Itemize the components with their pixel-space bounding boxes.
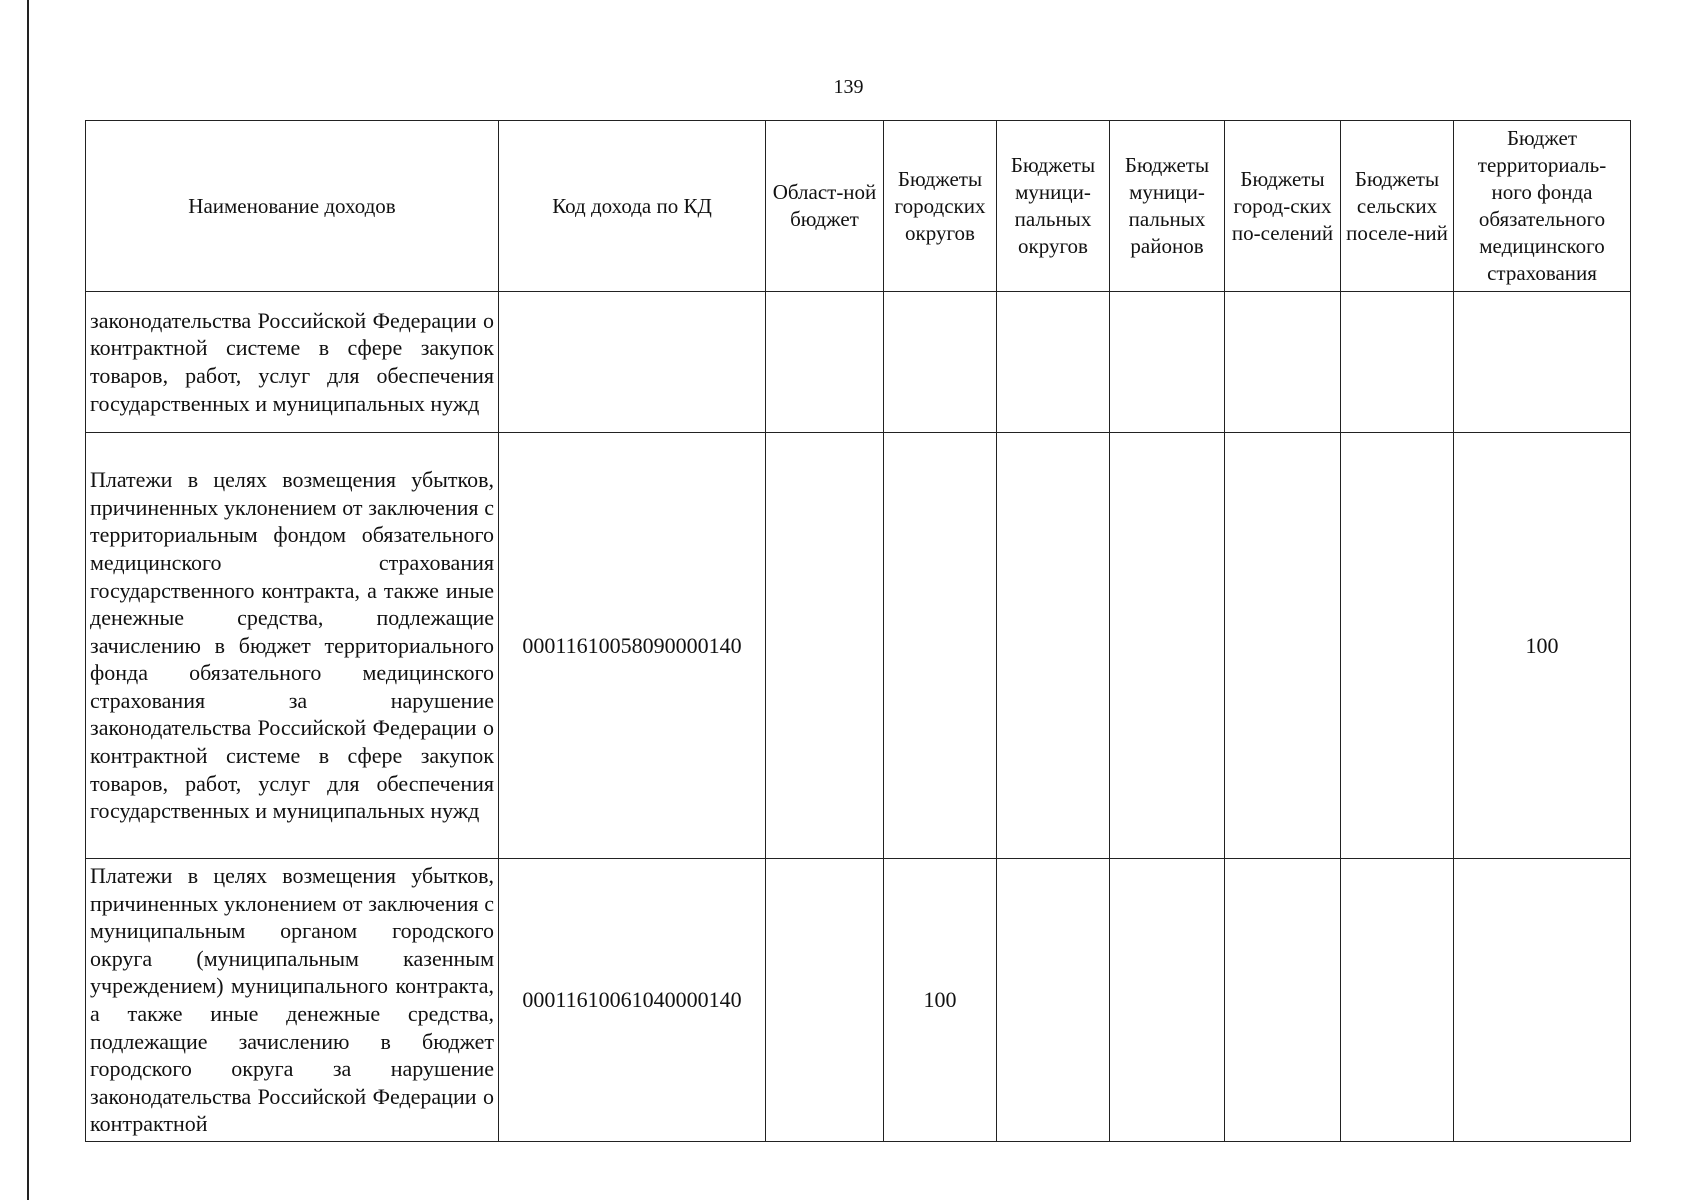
revenue-code-cell: 00011610058090000140: [499, 433, 766, 859]
header-oblast: Област-ной бюджет: [766, 121, 884, 292]
city-districts-cell: 100: [884, 859, 997, 1142]
margin-line: [27, 0, 29, 1200]
table-row: [86, 292, 1631, 433]
oblast-cell: [766, 292, 884, 433]
header-row: [86, 121, 1631, 292]
municipal-rayons-cell: [1110, 433, 1225, 859]
page-number: 139: [833, 76, 864, 98]
table-row: [86, 859, 1631, 1142]
urban-settlements-cell: [1225, 433, 1341, 859]
rural-settlements-cell: [1341, 433, 1454, 859]
municipal-okrugs-cell: [997, 292, 1110, 433]
oblast-cell: [766, 433, 884, 859]
revenue-code-cell: 00011610061040000140: [499, 859, 766, 1142]
tfoms-cell: [1454, 292, 1631, 433]
municipal-rayons-cell: [1110, 292, 1225, 433]
revenue-name-cell: Платежи в целях возмещения убытков, причиненных уклонением от заключения с территориальным фондом обязательного медицинского страхования государственного контракта, а также иные денежные средства, подлежащие зачислению в бюджет территориального фонда обязательного медицинского страхования за нарушение законодательства Российской Федерации о контрактной системе в сфере закупок товаров, работ, услуг для обеспечения государственных и муниципальных нужд: [86, 433, 499, 859]
tfoms-cell: [1454, 859, 1631, 1142]
revenue-distribution-table: [85, 120, 1631, 1142]
rural-settlements-cell: [1341, 859, 1454, 1142]
oblast-cell: [766, 859, 884, 1142]
header-rural-settlements: Бюджеты сельских поселе-ний: [1341, 121, 1454, 292]
urban-settlements-cell: [1225, 859, 1341, 1142]
header-municipal-okrugs: Бюджеты муници-пальных округов: [997, 121, 1110, 292]
rural-settlements-cell: [1341, 292, 1454, 433]
header-code: Код дохода по КД: [499, 121, 766, 292]
urban-settlements-cell: [1225, 292, 1341, 433]
revenue-name-cell: Платежи в целях возмещения убытков, причиненных уклонением от заключения с муниципальным органом городского округа (муниципальным казенным учреждением) муниципального контракта, а также иные денежные средства, подлежащие зачислению в бюджет городского округа за нарушение законодательства Российской Федерации о контрактной: [86, 859, 499, 1142]
header-name: Наименование доходов: [86, 121, 499, 292]
table-row: [86, 433, 1631, 859]
municipal-rayons-cell: [1110, 859, 1225, 1142]
header-municipal-rayons: Бюджеты муници-пальных районов: [1110, 121, 1225, 292]
tfoms-cell: 100: [1454, 433, 1631, 859]
municipal-okrugs-cell: [997, 433, 1110, 859]
revenue-code-cell: [499, 292, 766, 433]
city-districts-cell: [884, 433, 997, 859]
revenue-name-cell: законодательства Российской Федерации о контрактной системе в сфере закупок товаров, работ, услуг для обеспечения государственных и муниципальных нужд: [86, 292, 499, 433]
header-urban-settlements: Бюджеты город-ских по-селений: [1225, 121, 1341, 292]
header-city-districts: Бюджеты городских округов: [884, 121, 997, 292]
city-districts-cell: [884, 292, 997, 433]
municipal-okrugs-cell: [997, 859, 1110, 1142]
header-tfoms: Бюджет территориаль-ного фонда обязательного медицинского страхования: [1454, 121, 1631, 292]
